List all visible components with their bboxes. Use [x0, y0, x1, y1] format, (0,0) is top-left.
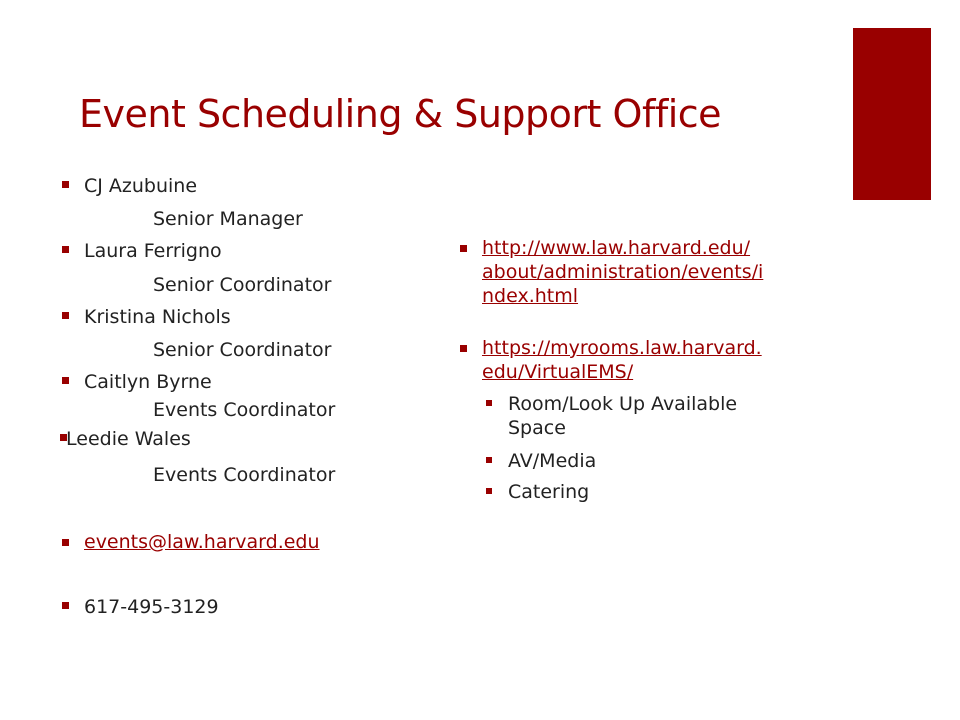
- staff-role: Senior Coordinator: [153, 339, 332, 361]
- staff-role: Senior Manager: [153, 208, 303, 230]
- phone-number: 617-495-3129: [84, 596, 219, 618]
- staff-role: Events Coordinator: [153, 464, 336, 486]
- accent-bar: [853, 28, 931, 200]
- ems-service-label: Room/Look Up Available Space: [508, 393, 738, 439]
- staff-name: Leedie Wales: [66, 428, 191, 450]
- slide-title: Event Scheduling & Support Office: [79, 92, 722, 136]
- email-link[interactable]: events@law.harvard.edu: [84, 531, 320, 553]
- square-bullet-icon: [62, 181, 69, 188]
- staff-role: Events Coordinator: [153, 399, 336, 421]
- square-bullet-icon: [460, 245, 467, 252]
- staff-name: Caitlyn Byrne: [84, 371, 212, 393]
- staff-role: Senior Coordinator: [153, 274, 332, 296]
- staff-name: Laura Ferrigno: [84, 240, 222, 262]
- square-bullet-icon: [486, 457, 492, 463]
- square-bullet-icon: [460, 345, 467, 352]
- square-bullet-icon: [62, 312, 69, 319]
- square-bullet-icon: [486, 488, 492, 494]
- virtual-ems-link[interactable]: https://myrooms.law.harvard. edu/VirtualEMS/: [482, 337, 762, 383]
- square-bullet-icon: [62, 602, 69, 609]
- ems-service-label: Catering: [508, 481, 590, 503]
- staff-name: Kristina Nichols: [84, 306, 231, 328]
- staff-name: CJ Azubuine: [84, 175, 198, 197]
- events-website-link[interactable]: http://www.law.harvard.edu/ about/administration/events/i ndex.html: [482, 237, 764, 307]
- square-bullet-icon: [486, 400, 492, 406]
- ems-service-label: AV/Media: [508, 450, 597, 472]
- square-bullet-icon: [62, 539, 69, 546]
- square-bullet-icon: [62, 246, 69, 253]
- square-bullet-icon: [62, 377, 69, 384]
